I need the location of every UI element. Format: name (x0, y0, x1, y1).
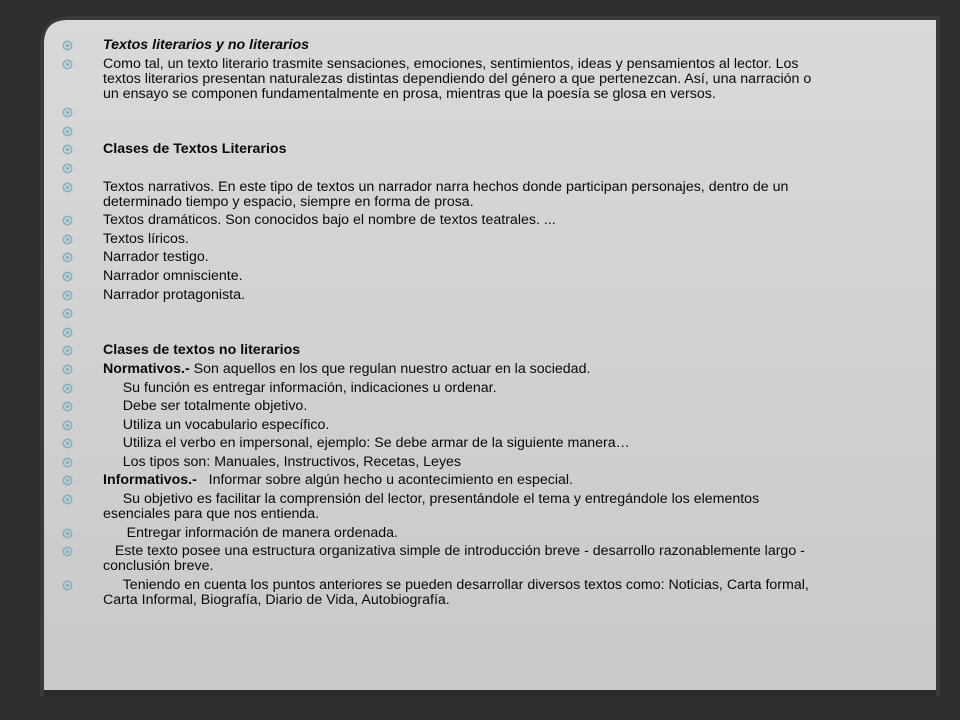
list-item-text: Utiliza un vocabulario específico. (103, 416, 330, 433)
list-item-text: Clases de textos no literarios (103, 342, 301, 359)
ring-bullet-icon (62, 252, 73, 263)
list-item (62, 124, 822, 139)
bullet-list (62, 38, 822, 611)
list-item (62, 269, 822, 284)
list-item (62, 142, 822, 157)
ring-bullet-icon (62, 364, 73, 375)
list-item (62, 418, 822, 433)
list-item-text: Teniendo en cuenta los puntos anteriores se pueden desarrollar diversos textos como: Noticias, Carta formal, Carta Informal, Biografía, Diario de Vida, Autobiografía. (103, 576, 813, 608)
list-item (62, 325, 822, 340)
list-item (62, 544, 822, 574)
list-item-text: Como tal, un texto literario trasmite sensaciones, emociones, sentimientos, ideas y pensamientos al lector. Los textos literarios presentan naturalezas distintas dependiendo del género a que pertenezcan. Así, una narración o un ensayo se componen fundamentalmente en prosa, mientras que la poesía se glosa en versos. (103, 55, 816, 102)
ring-bullet-icon (62, 494, 73, 505)
list-item (62, 473, 822, 488)
list-item (62, 399, 822, 414)
ring-bullet-icon (62, 126, 73, 137)
list-item (62, 343, 822, 358)
list-item (62, 492, 822, 522)
list-item-text: Textos literarios y no literarios (103, 37, 310, 53)
list-item-lead: Informativos.- (103, 472, 197, 489)
list-item (62, 180, 822, 210)
list-item (62, 38, 822, 53)
list-item-text: Clases de Textos Literarios (103, 141, 287, 158)
ring-bullet-icon (62, 420, 73, 431)
list-item-text: Textos líricos. (103, 230, 189, 247)
ring-bullet-icon (62, 163, 73, 174)
list-item-text: Entregar información de manera ordenada. (103, 524, 398, 541)
ring-bullet-icon (62, 290, 73, 301)
ring-bullet-icon (62, 308, 73, 319)
list-item (62, 362, 822, 377)
list-item-text: Utiliza el verbo en impersonal, ejemplo: Se debe armar de la siguiente manera… (103, 435, 630, 452)
list-item-text: Los tipos son: Manuales, Instructivos, Recetas, Leyes (103, 453, 462, 470)
list-item-text: Informar sobre algún hecho u acontecimiento en especial. (196, 472, 574, 489)
ring-bullet-icon (62, 546, 73, 557)
list-item-text: Narrador testigo. (103, 249, 209, 266)
list-item (62, 455, 822, 470)
list-item (62, 578, 822, 608)
list-item (62, 105, 822, 120)
list-item (62, 306, 822, 321)
list-item-text: Este texto posee una estructura organizativa simple de introducción breve - desarrollo razonablemente largo - conclusión breve. (103, 543, 809, 575)
ring-bullet-icon (62, 234, 73, 245)
list-item (62, 161, 822, 176)
ring-bullet-icon (62, 182, 73, 193)
ring-bullet-icon (62, 383, 73, 394)
list-item (62, 232, 822, 247)
ring-bullet-icon (62, 438, 73, 449)
list-item-lead: Normativos.- (103, 360, 190, 377)
list-item-text: Textos narrativos. En este tipo de textos un narrador narra hechos donde participan personajes, dentro de un determinado tiempo y espacio, siempre en forma de prosa. (103, 178, 793, 210)
ring-bullet-icon (62, 475, 73, 486)
ring-bullet-icon (62, 528, 73, 539)
ring-bullet-icon (62, 457, 73, 468)
list-item (62, 526, 822, 541)
list-item (62, 250, 822, 265)
list-item-text: Narrador omnisciente. (103, 267, 243, 284)
list-item-text: Textos dramáticos. Son conocidos bajo el nombre de textos teatrales. ... (103, 212, 556, 229)
list-item (62, 436, 822, 451)
list-item-text: Debe ser totalmente objetivo. (103, 398, 308, 415)
list-item (62, 381, 822, 396)
ring-bullet-icon (62, 40, 73, 51)
ring-bullet-icon (62, 580, 73, 591)
ring-bullet-icon (62, 271, 73, 282)
list-item-text: Narrador protagonista. (103, 286, 245, 303)
list-item (62, 57, 822, 102)
ring-bullet-icon (62, 215, 73, 226)
list-item (62, 288, 822, 303)
list-item (62, 213, 822, 228)
ring-bullet-icon (62, 59, 73, 70)
list-item-text: Su objetivo es facilitar la comprensión del lector, presentándole el tema y entregándole los elementos esenciales para que nos entienda. (103, 491, 764, 523)
ring-bullet-icon (62, 144, 73, 155)
ring-bullet-icon (62, 327, 73, 338)
ring-bullet-icon (62, 401, 73, 412)
ring-bullet-icon (62, 107, 73, 118)
list-item-text: Son aquellos en los que regulan nuestro actuar en la sociedad. (189, 360, 591, 377)
list-item-text: Su función es entregar información, indicaciones u ordenar. (103, 379, 497, 396)
ring-bullet-icon (62, 345, 73, 356)
